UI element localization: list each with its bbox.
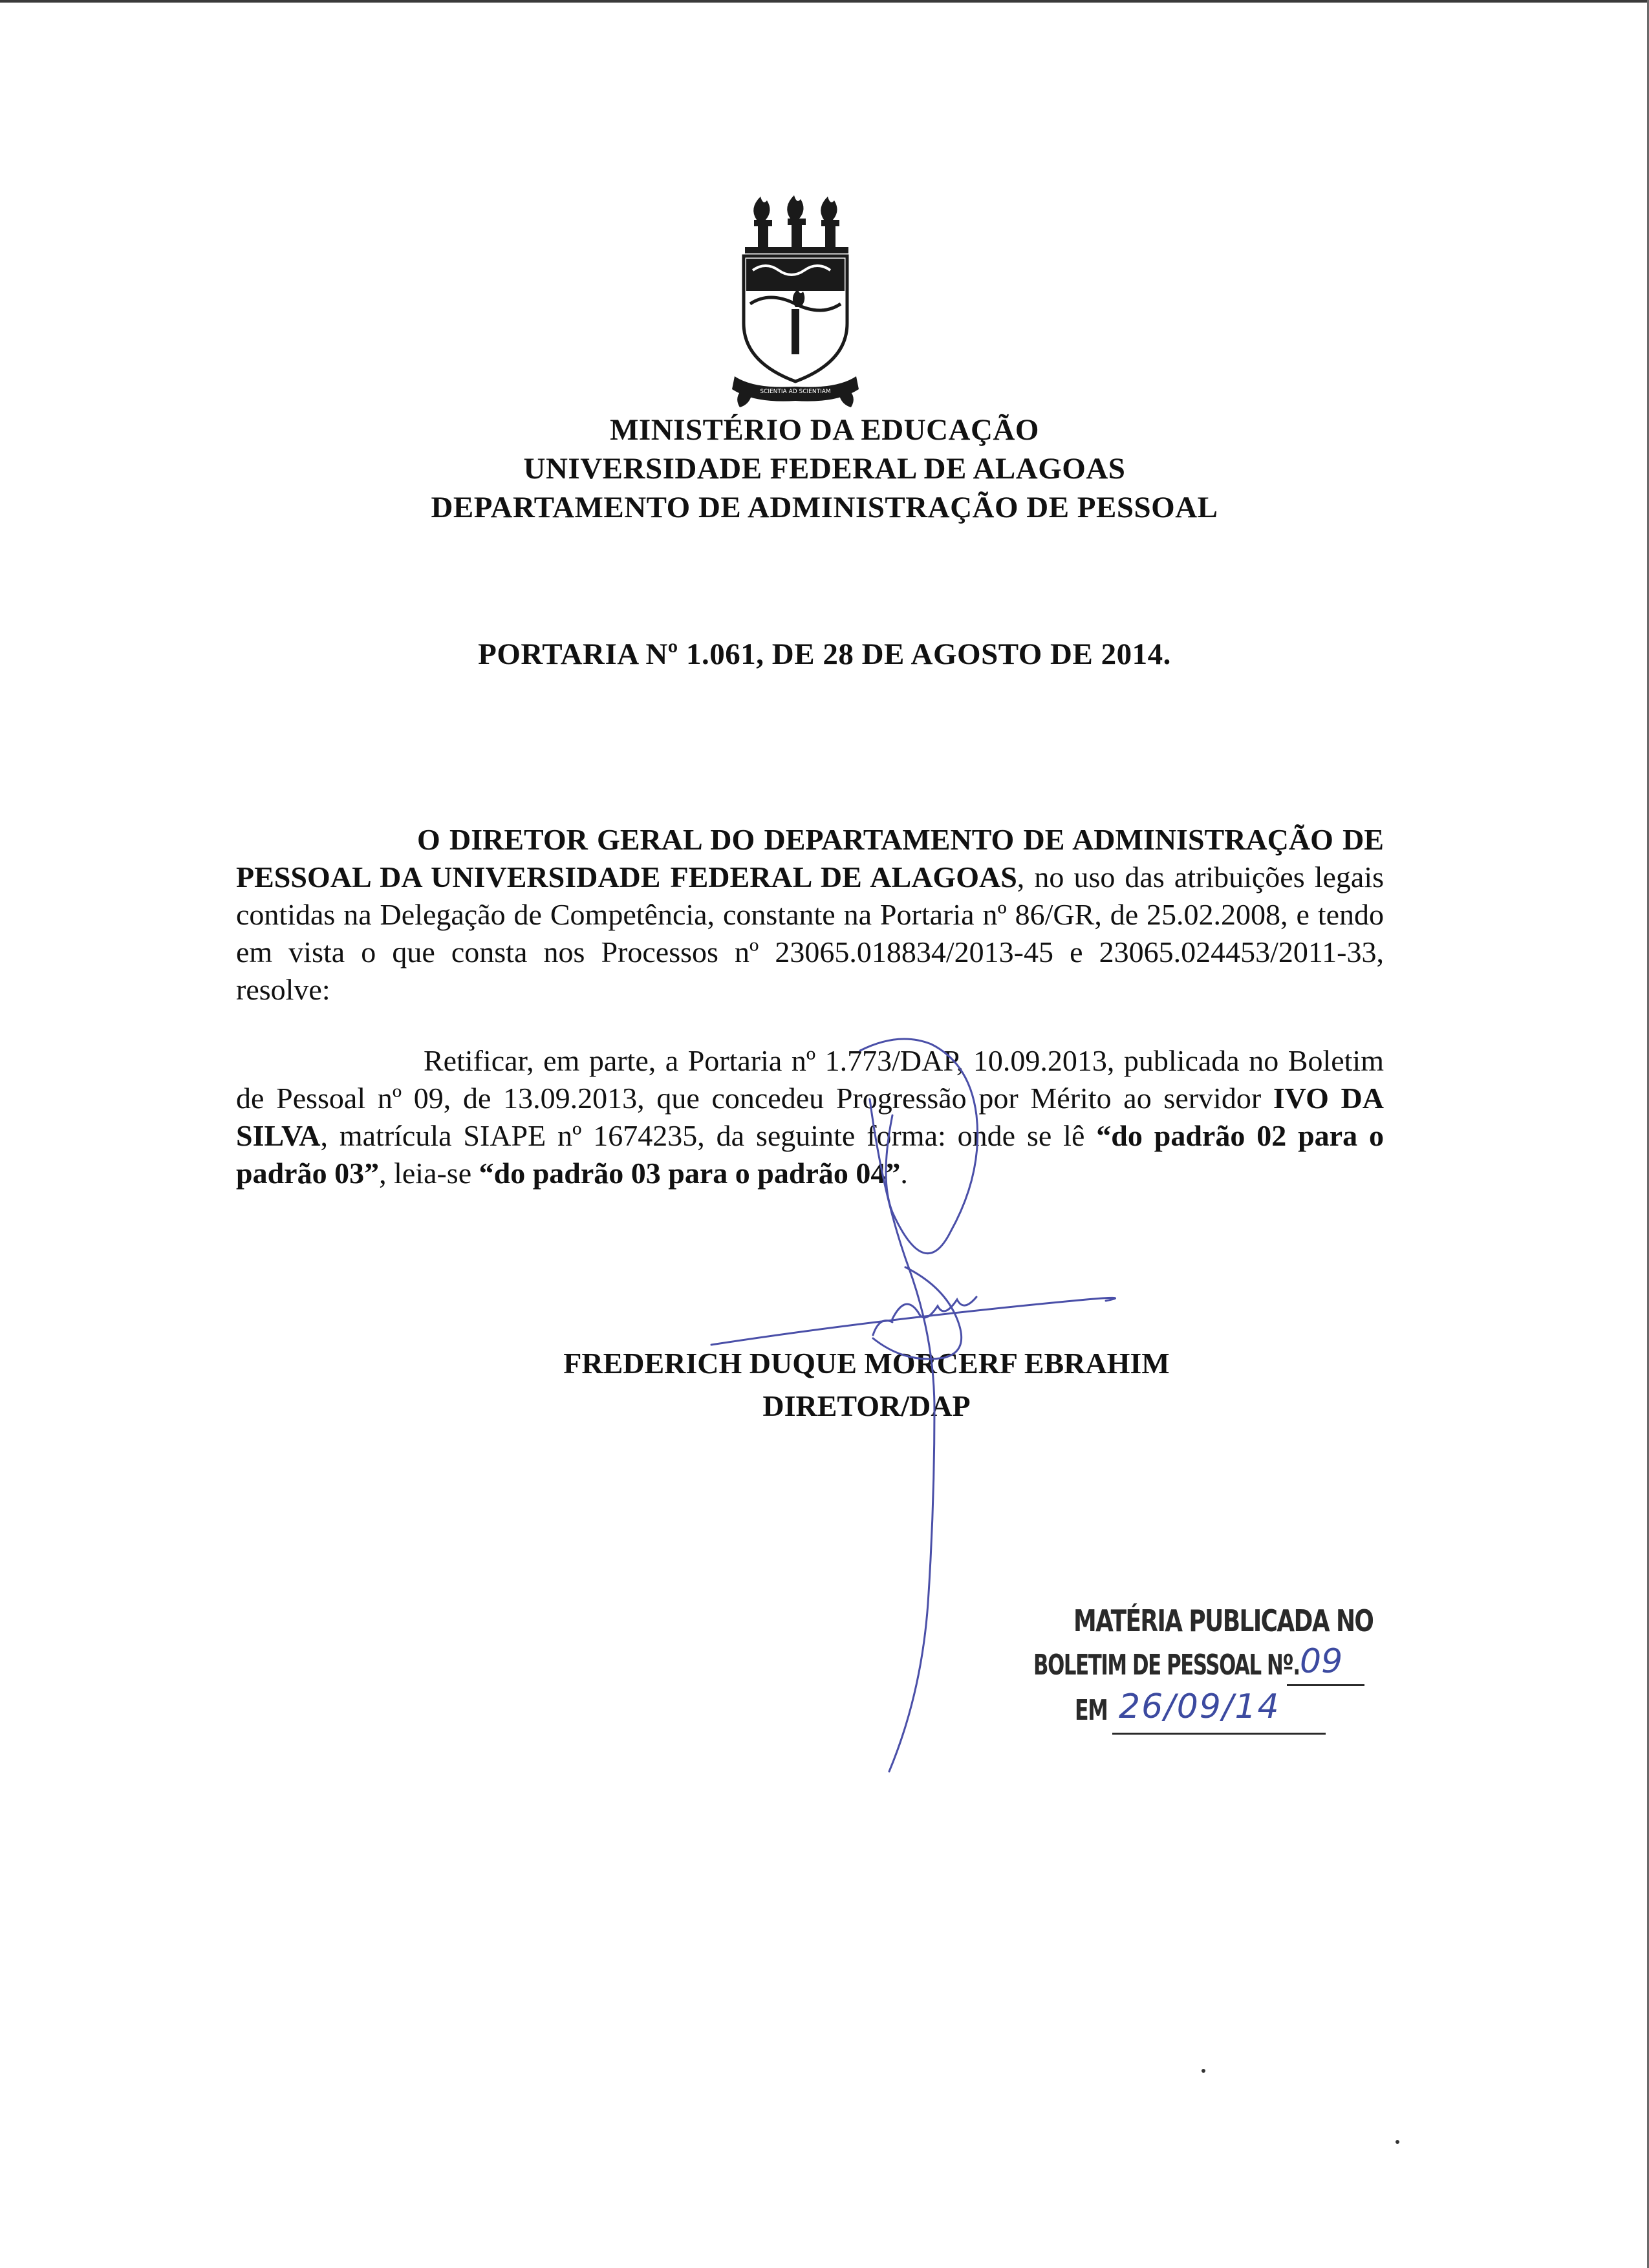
crest-motto: SCIENTIA AD SCIENTIAM [760, 389, 831, 395]
stamp-number-rule [1287, 1684, 1364, 1686]
signatory-role: DIRETOR/DAP [762, 1389, 971, 1422]
stamp-line-bulletin: BOLETIM DE PESSOAL Nº. [1033, 1649, 1300, 1682]
ordinance-title: PORTARIA Nº 1.061, DE 28 DE AGOSTO DE 2014. [478, 637, 1171, 671]
employee-name: IVO DA SILVA [236, 1082, 1384, 1152]
scan-speck [1202, 2069, 1205, 2073]
preamble-body: , no uso das atribuições legais contidas na Delegação de Competência, constante na Portaria nº 86/GR, de 25.02.2008, e tendo em vista o que consta nos Processos nº 23065.018834/2013-45 e 23065.024453/2011-33, resolve: [236, 861, 1384, 1006]
university-name: UNIVERSIDADE FEDERAL DE ALAGOAS [523, 452, 1126, 486]
resolution-paragraph [236, 1042, 1384, 1192]
preamble-lead-in: O DIRETOR GERAL DO DEPARTAMENTO DE ADMINISTRAÇÃO DE PESSOAL DA UNIVERSIDADE FEDERAL DE ALAGOAS [236, 823, 1384, 893]
ministry-name: MINISTÉRIO DA EDUCAÇÃO [610, 413, 1039, 447]
signatory-name: FREDERICH DUQUE MORCERF EBRAHIM [563, 1347, 1170, 1380]
stamp-bulletin-number: 09 [1300, 1642, 1343, 1681]
resolution-text-2: , matrícula SIAPE nº 1674235, da seguinte forma: onde se lê [320, 1119, 1097, 1152]
page-edge-top [0, 0, 1649, 3]
document-header [0, 411, 1649, 527]
preamble-paragraph [236, 821, 1384, 1009]
resolution-text-1: Retificar, em parte, a Portaria nº 1.773/DAP, 10.09.2013, publicada no Boletim de Pessoal nº 09, de 13.09.2013, que concedeu Progressão por Mérito ao servidor [236, 1044, 1384, 1115]
publication-stamp [1022, 1603, 1384, 1746]
stamp-date: 26/09/14 [1119, 1687, 1280, 1726]
stamp-line-date-label: EM [1075, 1694, 1108, 1727]
ufal-coat-of-arms-icon [731, 194, 860, 414]
stamp-date-rule [1112, 1733, 1326, 1735]
department-name: DEPARTAMENTO DE ADMINISTRAÇÃO DE PESSOAL [431, 491, 1218, 524]
new-text-quote: “do padrão 03 para o padrão 04” [479, 1157, 901, 1190]
stamp-line-published: MATÉRIA PUBLICADA NO [1073, 1603, 1374, 1638]
resolution-text-3: , leia-se [379, 1157, 479, 1190]
resolution-text-4: . [900, 1157, 908, 1190]
scan-speck [1396, 2140, 1399, 2144]
old-text-quote: “do padrão 02 para o padrão 03” [236, 1119, 1384, 1190]
